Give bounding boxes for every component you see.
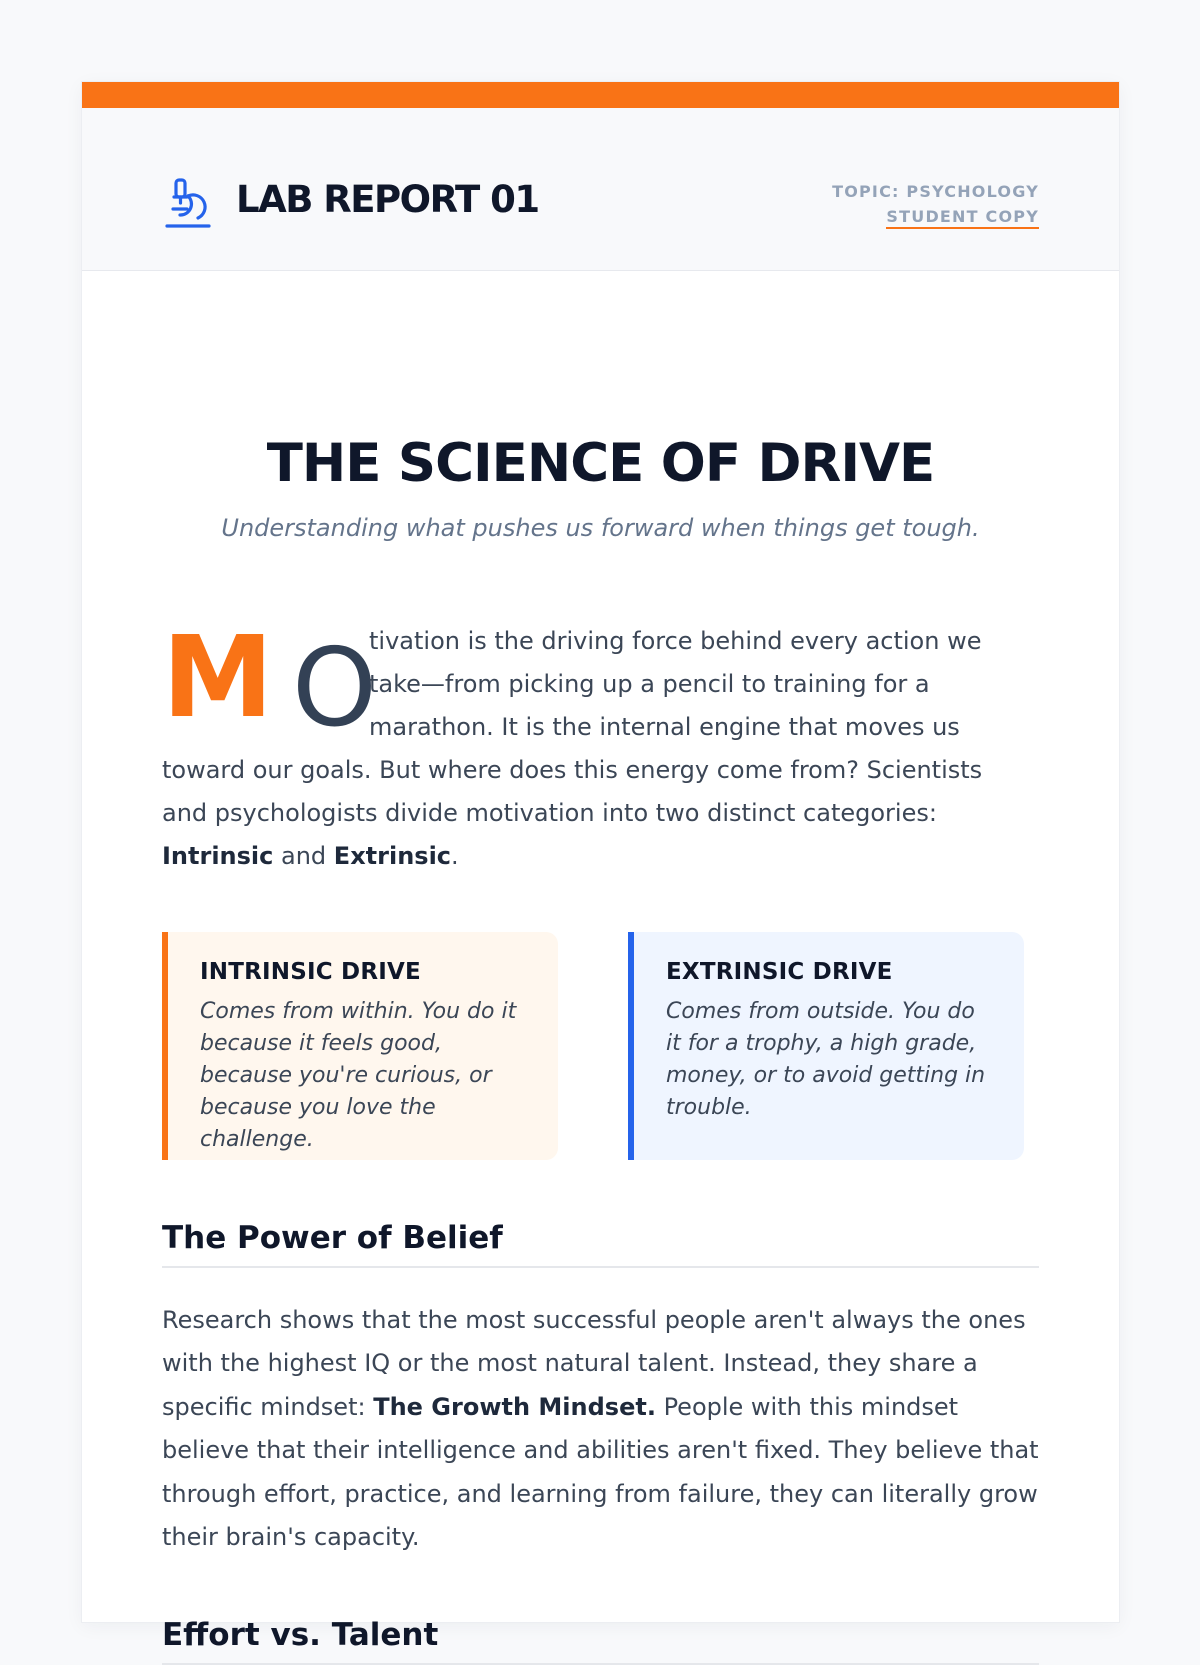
- report-label: LAB REPORT 01: [236, 178, 539, 221]
- intrinsic-term: Intrinsic: [162, 842, 274, 870]
- intro-line: toward our goals. But where does this energy come from? Scientists: [162, 756, 983, 784]
- section-heading-power-of-belief: The Power of Belief: [162, 1218, 1039, 1268]
- intro-joiner: and: [273, 842, 334, 870]
- section-heading-effort-vs-talent: Effort vs. Talent: [162, 1615, 1039, 1665]
- intro-line-last: [162, 835, 459, 878]
- microscope-icon: [164, 177, 212, 229]
- intro-line: and psychologists divide motivation into two distinct categories:: [162, 799, 937, 827]
- accent-top-bar: [82, 82, 1119, 108]
- intrinsic-drive-title: INTRINSIC DRIVE: [200, 959, 421, 985]
- growth-mindset-term: The Growth Mindset.: [373, 1392, 656, 1421]
- extrinsic-drive-text: Comes from outside. You do it for a trophy, a high grade, money, or to avoid getting in trouble.: [666, 999, 986, 1120]
- power-of-belief-paragraph: [162, 1299, 1042, 1559]
- paragraph-text: People with this mindset believe that their intelligence and abilities aren't fixed. They believe that through effort, practice, and learning from failure, they can literally grow their brain's capacity.: [162, 1392, 1039, 1552]
- header-meta: [832, 179, 1039, 229]
- student-copy-label: STUDENT COPY: [886, 207, 1039, 229]
- intro-line: marathon. It is the internal engine that moves us: [369, 713, 960, 741]
- extrinsic-drive-title: EXTRINSIC DRIVE: [666, 959, 893, 985]
- intrinsic-drive-card: [162, 932, 558, 1160]
- page-subtitle: Understanding what pushes us forward when things get tough.: [221, 514, 980, 542]
- intro-line: tivation is the driving force behind every action we: [369, 627, 982, 655]
- report-card: [82, 82, 1119, 1653]
- topic-label: TOPIC: PSYCHOLOGY: [832, 182, 1039, 201]
- paragraph-text: Research shows that the most successful people aren't always the ones with the highest IQ or the most natural talent. Instead, they share a specific mindset:: [162, 1306, 1026, 1421]
- page-title: THE SCIENCE OF DRIVE: [266, 433, 935, 494]
- drop-cap-second-letter: O: [292, 626, 378, 751]
- intro-line: take—from picking up a pencil to training for a: [369, 670, 930, 698]
- drop-cap-letter: M: [162, 613, 274, 743]
- report-header: [82, 108, 1119, 271]
- extrinsic-drive-card: [628, 932, 1024, 1160]
- intro-period: .: [451, 842, 459, 870]
- intrinsic-drive-text: Comes from within. You do it because it feels good, because you're curious, or because you love the challenge.: [200, 999, 517, 1152]
- extrinsic-term: Extrinsic: [333, 842, 452, 870]
